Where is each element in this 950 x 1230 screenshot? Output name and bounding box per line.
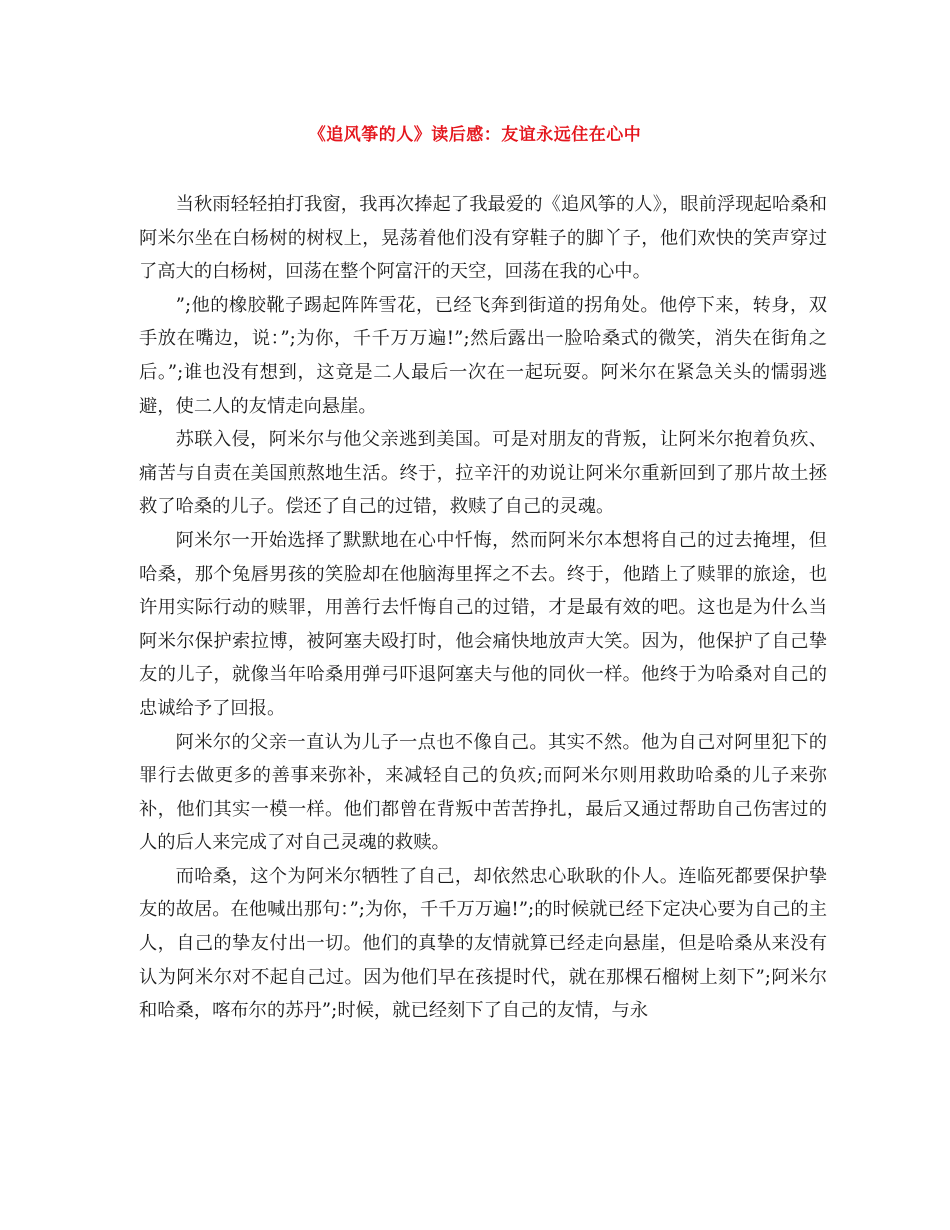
document-body (139, 188, 827, 1028)
paragraph: 而哈桑，这个为阿米尔牺牲了自己，却依然忠心耿耿的仆人。连临死都要保护挚友的故居。在他喊出那句：”;为你，千千万万遍!”;的时候就已经下定决心要为自己的主人，自己的挚友付出一切。他们的真挚的友情就算已经走向悬崖，但是哈桑从来没有认为阿米尔对不起自己过。因为他们早在孩提时代，就在那棵石榴树上刻下”;阿米尔和哈桑，喀布尔的苏丹”;时候，就已经刻下了自己的友情，与永 (139, 865, 827, 1022)
document-title: 《追风筝的人》读后感：友谊永远住在心中 (308, 125, 642, 145)
paragraph: 当秋雨轻轻拍打我窗，我再次捧起了我最爱的《追风筝的人》，眼前浮现起哈桑和阿米尔坐在白杨树的树杈上，晃荡着他们没有穿鞋子的脚丫子，他们欢快的笑声穿过了高大的白杨树，回荡在整个阿富汗的天空，回荡在我的心中。 (139, 194, 827, 283)
paragraph: 阿米尔的父亲一直认为儿子一点也不像自己。其实不然。他为自己对阿里犯下的罪行去做更多的善事来弥补，来减轻自己的负疚;而阿米尔则用救助哈桑的儿子来弥补，他们其实一模一样。他们都曾在背叛中苦苦挣扎，最后又通过帮助自己伤害过的人的后人来完成了对自己灵魂的救赎。 (139, 731, 827, 854)
paragraph: 苏联入侵，阿米尔与他父亲逃到美国。可是对朋友的背叛，让阿米尔抱着负疚、痛苦与自责在美国煎熬地生活。终于，拉辛汗的劝说让阿米尔重新回到了那片故土拯救了哈桑的儿子。偿还了自己的过错，救赎了自己的灵魂。 (139, 429, 827, 518)
paragraph: 阿米尔一开始选择了默默地在心中忏悔，然而阿米尔本想将自己的过去掩埋，但哈桑，那个兔唇男孩的笑脸却在他脑海里挥之不去。终于，他踏上了赎罪的旅途，也许用实际行动的赎罪，用善行去忏悔自己的过错，才是最有效的吧。这也是为什么当阿米尔保护索拉博，被阿塞夫殴打时，他会痛快地放声大笑。因为，他保护了自己挚友的儿子，就像当年哈桑用弹弓吓退阿塞夫与他的同伙一样。他终于为哈桑对自己的忠诚给予了回报。 (139, 529, 827, 719)
paragraph: ”;他的橡胶靴子踢起阵阵雪花，已经飞奔到街道的拐角处。他停下来，转身，双手放在嘴边，说：”;为你，千千万万遍!”;然后露出一脸哈桑式的微笑，消失在街角之后。”;谁也没有想到，这竟是二人最后一次在一起玩耍。阿米尔在紧急关头的懦弱逃避，使二人的友情走向悬崖。 (139, 294, 827, 417)
